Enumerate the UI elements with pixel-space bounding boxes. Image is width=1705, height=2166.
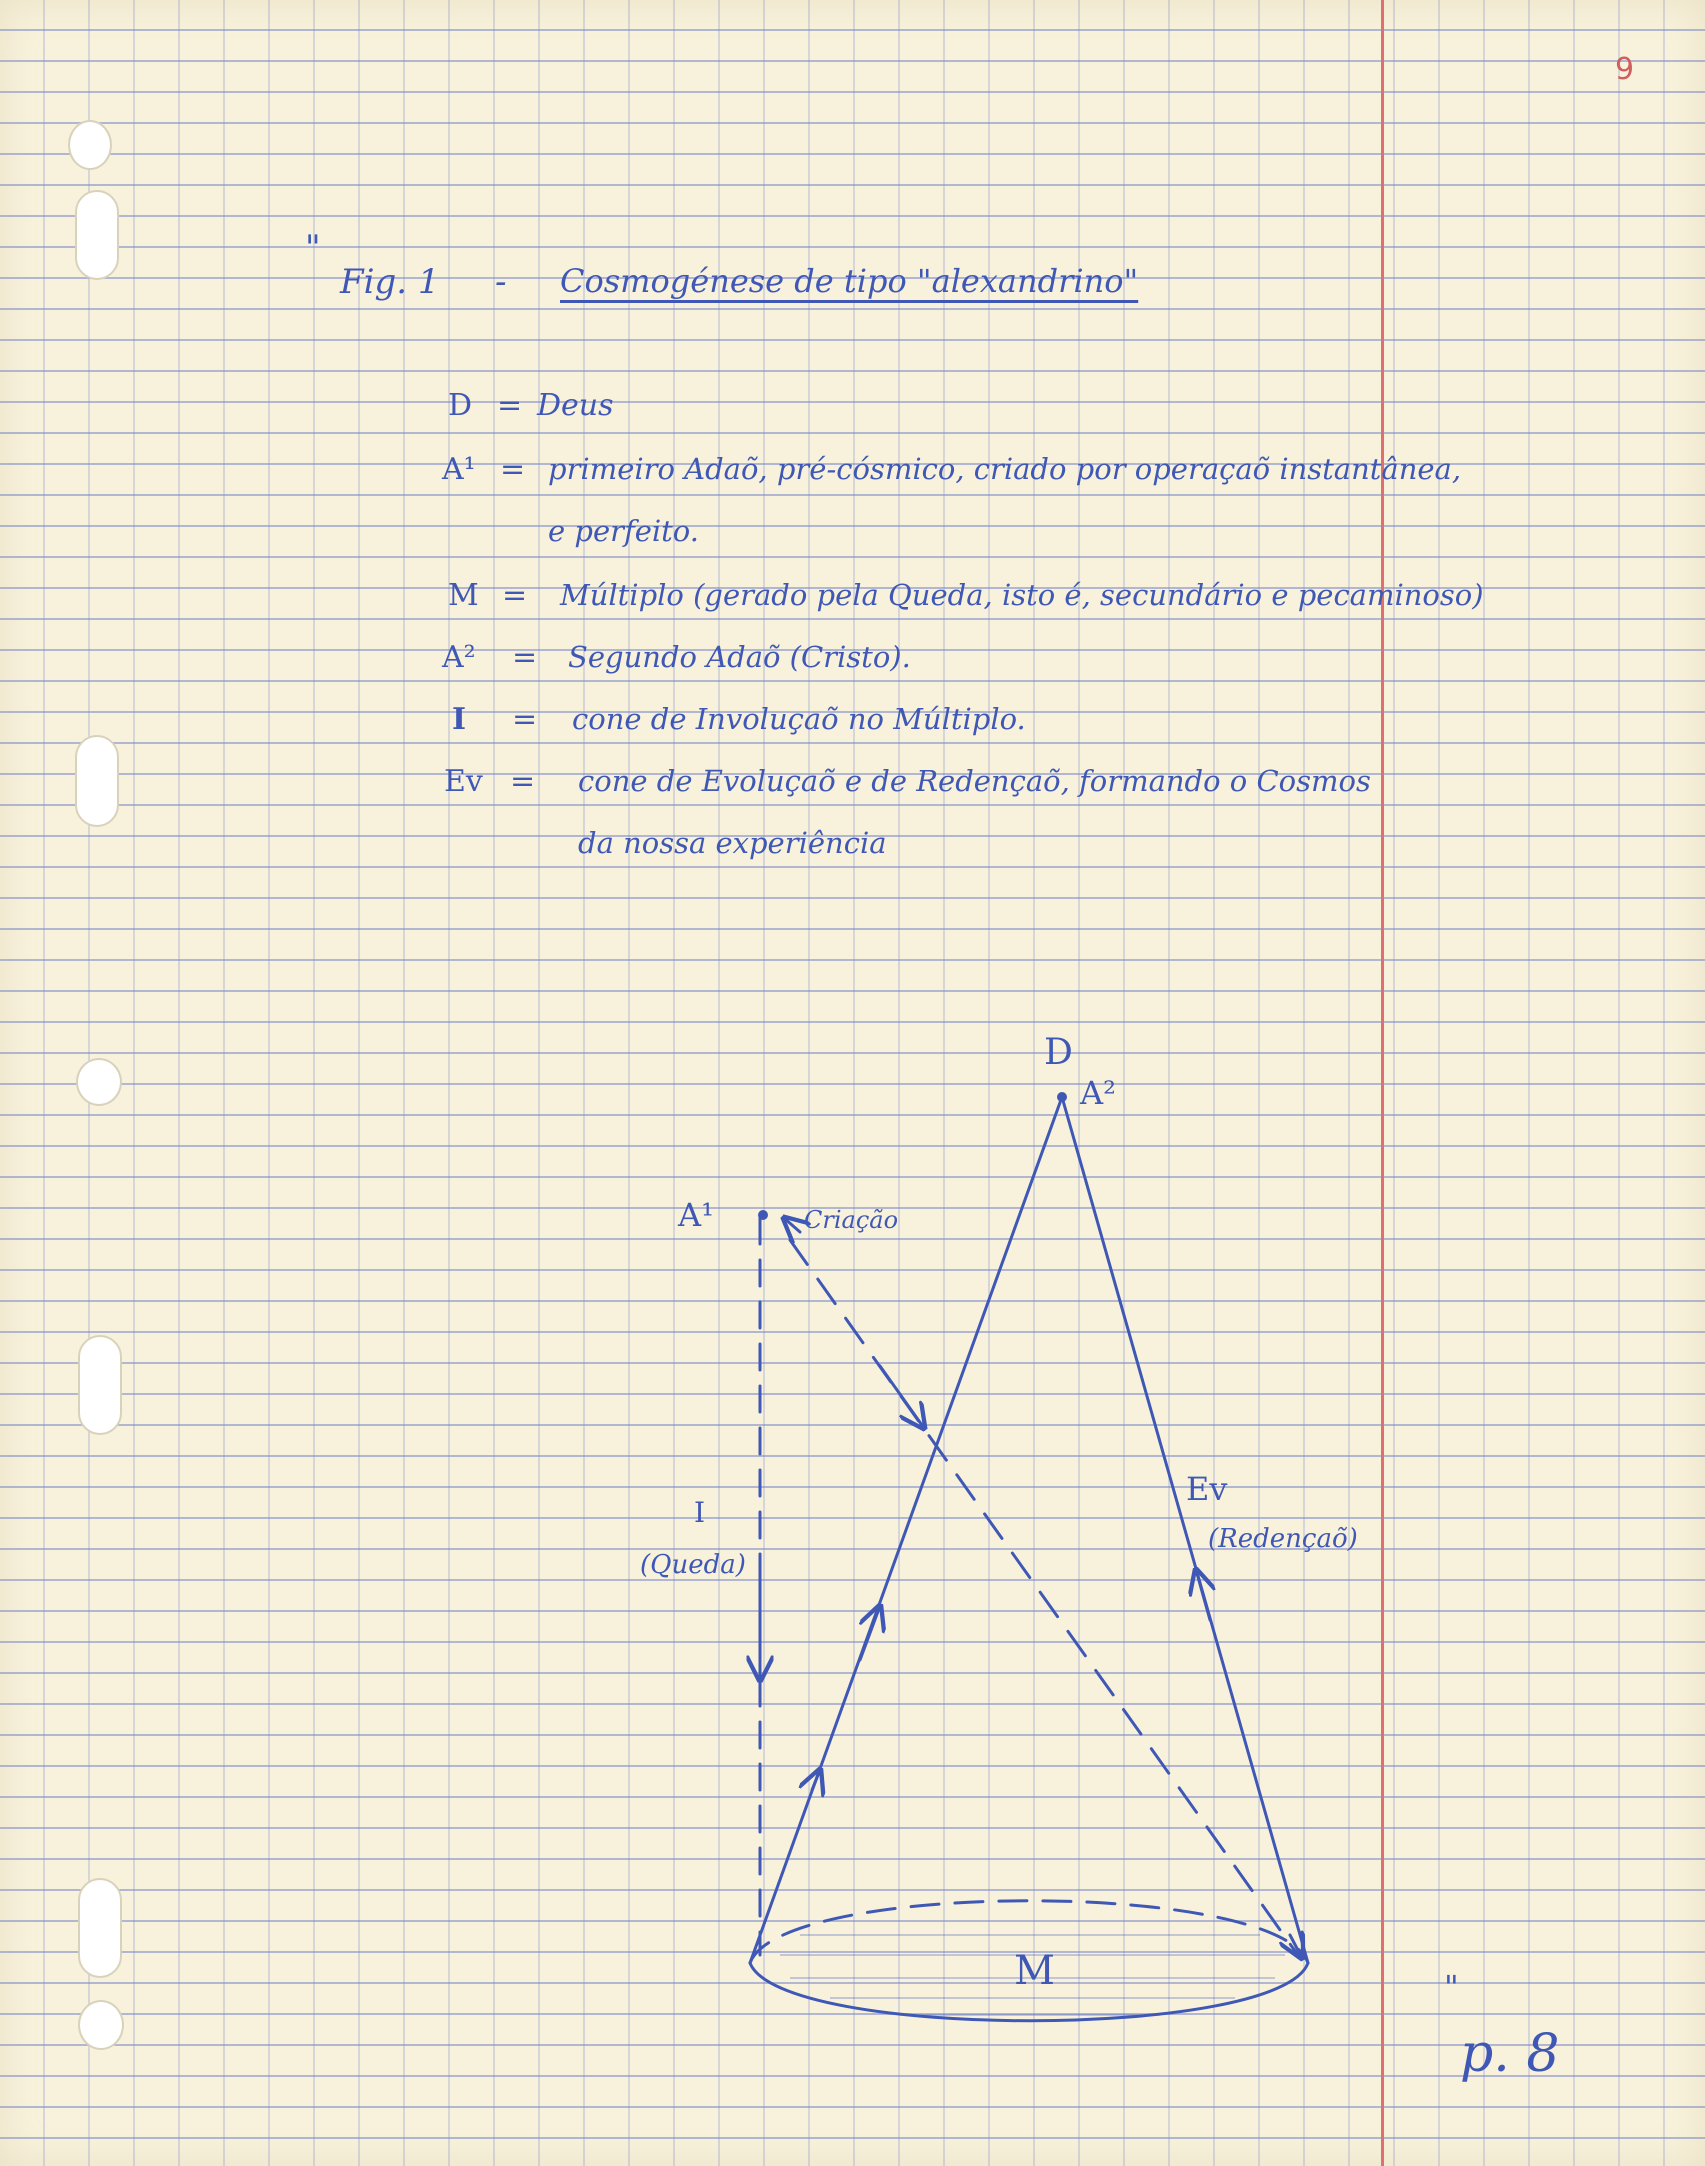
- legend-equals: =: [510, 764, 536, 799]
- legend-text: da nossa experiência: [578, 826, 887, 860]
- legend-text: cone de Evoluçaõ e de Redençaõ, formando o Cosmos: [578, 764, 1371, 798]
- legend-text: cone de Involuçaõ no Múltiplo.: [572, 702, 1026, 736]
- creation-dashed-line: [790, 1240, 1300, 1958]
- footer-page-reference: p. 8: [1460, 2024, 1560, 2084]
- legend-key: D: [448, 388, 473, 423]
- redemption-label: (Redençaõ): [1208, 1524, 1358, 1554]
- legend-text: Deus: [537, 388, 614, 423]
- page-number: 9: [1615, 52, 1635, 87]
- legend-equals: =: [500, 452, 526, 487]
- involution-label: I: [694, 1496, 706, 1529]
- figure-number: Fig. 1: [340, 262, 440, 302]
- legend-equals: =: [502, 578, 528, 613]
- apex-point: [1057, 1092, 1067, 1102]
- closing-quote-mark: ": [1444, 1968, 1459, 2006]
- legend-text: primeiro Adaõ, pré-cósmico, criado por operaçaõ instantânea,: [548, 452, 1462, 486]
- evolution-arrow-upper: [860, 1606, 880, 1660]
- opening-quote-mark: ": [305, 228, 321, 268]
- apex-second-label: A²: [1080, 1074, 1116, 1112]
- evolution-arrow-lower: [812, 1770, 820, 1790]
- title-dash: -: [495, 262, 507, 302]
- legend-text: e perfeito.: [548, 514, 699, 548]
- evolution-label: Ev: [1186, 1470, 1228, 1508]
- fall-label: (Queda): [640, 1550, 746, 1580]
- redemption-arrow: [1196, 1570, 1210, 1620]
- legend-key: A¹: [442, 452, 476, 487]
- apex-label: D: [1044, 1032, 1073, 1073]
- a1-label: A¹: [678, 1196, 714, 1234]
- creation-label: Criação: [804, 1206, 899, 1234]
- legend-key: Ev: [444, 764, 483, 799]
- base-label: M: [1014, 1948, 1055, 1994]
- legend-equals: =: [497, 388, 523, 423]
- creation-arrow: [880, 1366, 924, 1428]
- legend-text: Segundo Adaõ (Cristo).: [568, 640, 911, 674]
- cone-left-side: [750, 1097, 1062, 1963]
- legend-text: Múltiplo (gerado pela Queda, isto é, secundário e pecaminoso): [560, 578, 1484, 612]
- legend-key: A²: [442, 640, 476, 675]
- legend-key: I: [452, 702, 467, 737]
- legend-equals: =: [512, 702, 538, 737]
- legend-equals: =: [512, 640, 538, 675]
- creation-source-arrow: [784, 1218, 800, 1232]
- legend-key: M: [448, 578, 479, 613]
- figure-caption: Cosmogénese de tipo "alexandrino": [560, 262, 1139, 300]
- a1-point: [758, 1210, 768, 1220]
